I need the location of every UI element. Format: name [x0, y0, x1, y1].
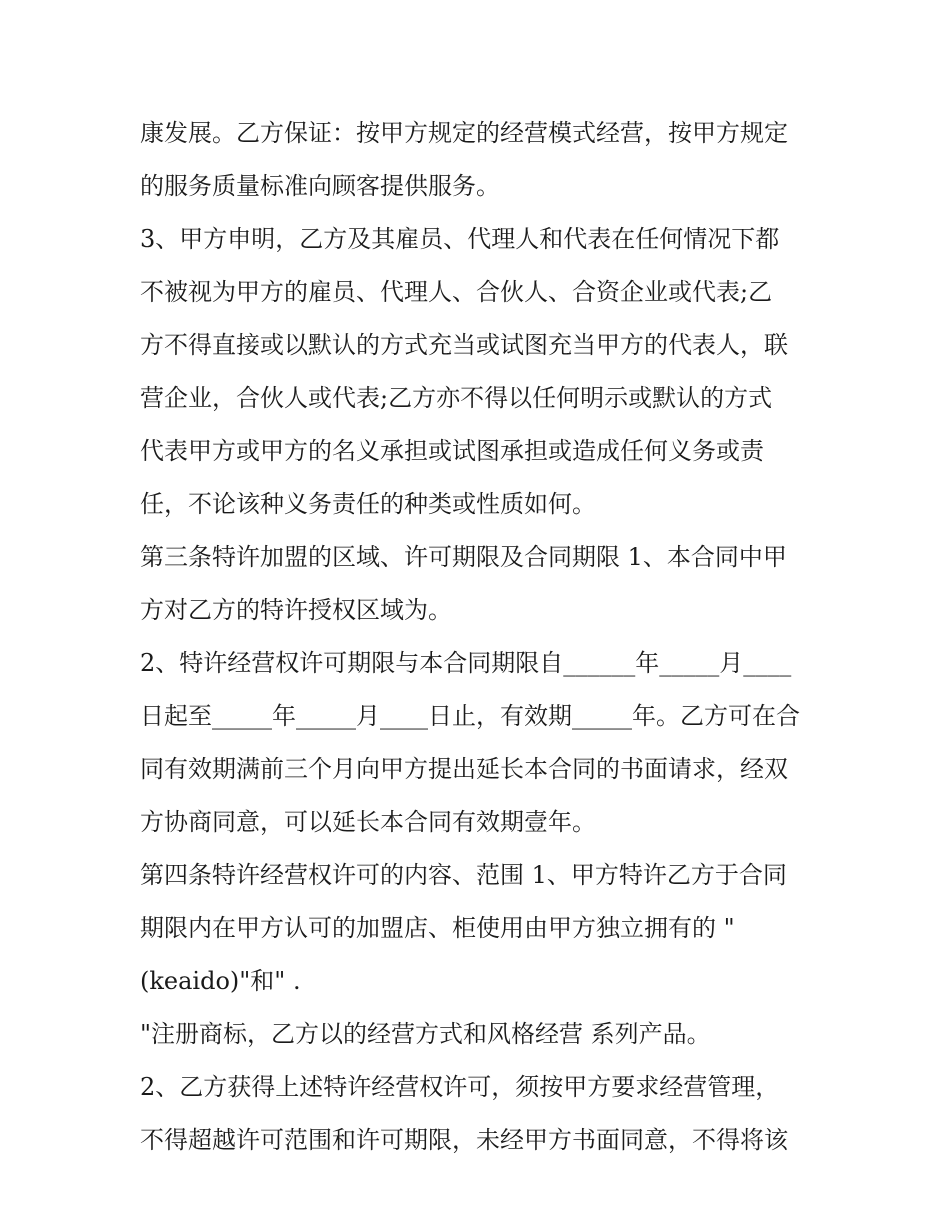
text-line: "注册商标，乙方以的经营方式和风格经营 系列产品。 — [140, 1020, 711, 1048]
text-line: 任，不论该种义务责任的种类或性质如何。 — [140, 490, 596, 518]
text-line: 方不得直接或以默认的方式充当或试图充当甲方的代表人，联 — [140, 331, 788, 359]
document-body — [140, 107, 820, 1167]
text-line: 不被视为甲方的雇员、代理人、合伙人、合资企业或代表;乙 — [140, 278, 773, 306]
text-line: 2、特许经营权许可期限与本合同期限自______年_____月____ — [140, 649, 792, 677]
text-line: 康发展。乙方保证：按甲方规定的经营模式经营，按甲方规定 — [140, 119, 788, 147]
text-line: 同有效期满前三个月向甲方提出延长本合同的书面请求，经双 — [140, 755, 788, 783]
text-line: 的服务质量标准向顾客提供服务。 — [140, 172, 500, 200]
text-line: 代表甲方或甲方的名义承担或试图承担或造成任何义务或责 — [140, 437, 764, 465]
text-line: 日起至_____年_____月____日止，有效期_____年。乙方可在合 — [140, 702, 800, 730]
text-line: 3、甲方申明，乙方及其雇员、代理人和代表在任何情况下都 — [140, 225, 780, 253]
text-line: 2、乙方获得上述特许经营权许可，须按甲方要求经营管理， — [140, 1073, 780, 1101]
text-line: 方协商同意，可以延长本合同有效期壹年。 — [140, 808, 596, 836]
text-line: 方对乙方的特许授权区域为。 — [140, 596, 452, 624]
text-line: 第三条特许加盟的区域、许可期限及合同期限 1、本合同中甲 — [140, 543, 787, 571]
text-line: (keaido)"和" . — [140, 967, 301, 995]
text-line: 期限内在甲方认可的加盟店、柜使用由甲方独立拥有的 " — [140, 914, 735, 942]
text-line: 第四条特许经营权许可的内容、范围 1、甲方特许乙方于合同 — [140, 861, 787, 889]
text-line: 不得超越许可范围和许可期限，未经甲方书面同意，不得将该 — [140, 1126, 788, 1154]
text-line: 营企业，合伙人或代表;乙方亦不得以任何明示或默认的方式 — [140, 384, 773, 412]
